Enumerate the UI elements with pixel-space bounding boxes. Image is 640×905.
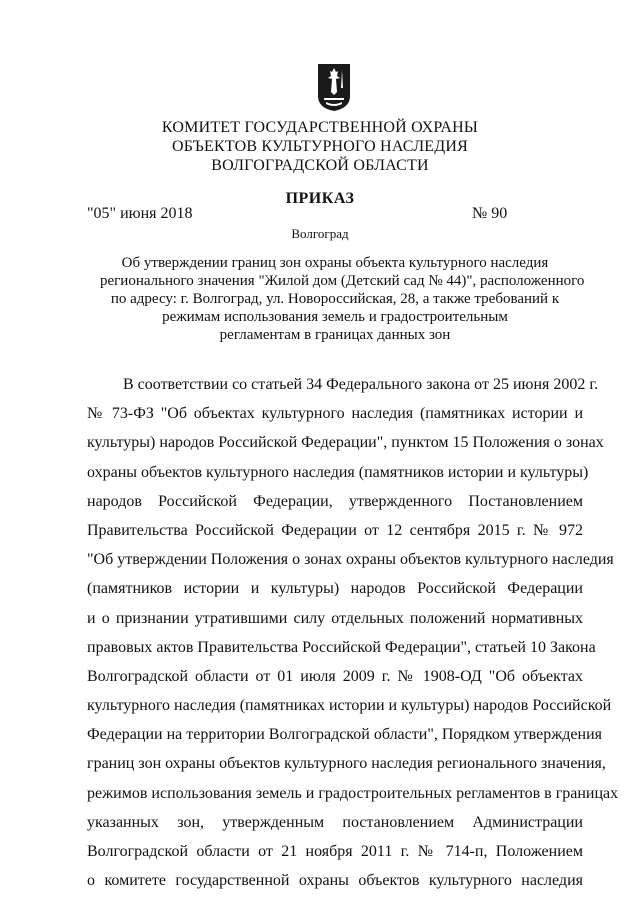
body-line: Волгоградской области от 21 ноября 2011 г. № 714-п, Положением (87, 843, 583, 860)
document-city: Волгоград (291, 226, 349, 241)
subject-line: регионального значения "Жилой дом (Детский сад № 44)", расположенного (100, 273, 585, 289)
body-line: о комитете государственной охраны объектов культурного наследия (87, 872, 583, 890)
committee-name-line-2: ОБЪЕКТОВ КУЛЬТУРНОГО НАСЛЕДИЯ (171, 138, 469, 155)
body-line: народов Российской Федерации, утвержденного Постановлением (87, 492, 583, 510)
body-line: режимов использования земель и градостроительных регламентов в границах (87, 784, 619, 802)
body-line: Федерации на территории Волгоградской области", Порядком утверждения (87, 726, 603, 744)
document-date: "05" июня 2018 (87, 205, 193, 222)
body-line: культурного наследия (памятниках истории и культуры) народов Российской (87, 697, 612, 715)
body-line: Волгоградской области от 01 июля 2009 г. № 1908-ОД "Об объектах (87, 667, 583, 685)
body-line: (памятников истории и культуры) народов Российской Федерации (87, 580, 583, 598)
body-line: указанных зон, утвержденным постановлением Администрации (87, 813, 583, 831)
document-number: № 90 (472, 205, 508, 222)
body-line: охраны объектов культурного наследия (памятников истории и культуры) (87, 463, 589, 481)
subject-line: по адресу: г. Волгоград, ул. Новороссийская, 28, а также требований к (110, 291, 560, 307)
body-line: культуры) народов Российской Федерации", пунктом 15 Положения о зонах (87, 434, 604, 452)
coat-of-arms-emblem (316, 62, 352, 112)
body-line: "Об утверждении Положения о зонах охраны объектов культурного наследия (87, 551, 614, 569)
subject-line: режимам использования земель и градостроительным (162, 309, 508, 325)
document-body (87, 370, 619, 895)
document-type: ПРИКАЗ (285, 190, 355, 207)
body-line: и о признании утратившими силу отдельных положений нормативных (87, 609, 583, 627)
body-line: В соответствии со статьей 34 Федерального закона от 25 июня 2002 г. (123, 376, 599, 393)
committee-name (0, 118, 640, 175)
body-line: № 73-ФЗ "Об объектах культурного наследия (памятниках истории и (87, 405, 583, 423)
body-line: правовых актов Правительства Российской Федерации", статьей 10 Закона (87, 638, 596, 656)
body-line: границ зон охраны объектов культурного наследия регионального значения, (87, 755, 606, 773)
document-subject (100, 254, 585, 344)
committee-name-line-1: КОМИТЕТ ГОСУДАРСТВЕННОЙ ОХРАНЫ (161, 119, 479, 136)
body-line: Правительства Российской Федерации от 12 сентября 2015 г. № 972 (87, 521, 583, 539)
committee-name-line-3: ВОЛГОГРАДСКОЙ ОБЛАСТИ (211, 157, 429, 174)
subject-line: Об утверждении границ зон охраны объекта культурного наследия (121, 255, 549, 271)
subject-line: регламентам в границах данных зон (219, 327, 451, 343)
